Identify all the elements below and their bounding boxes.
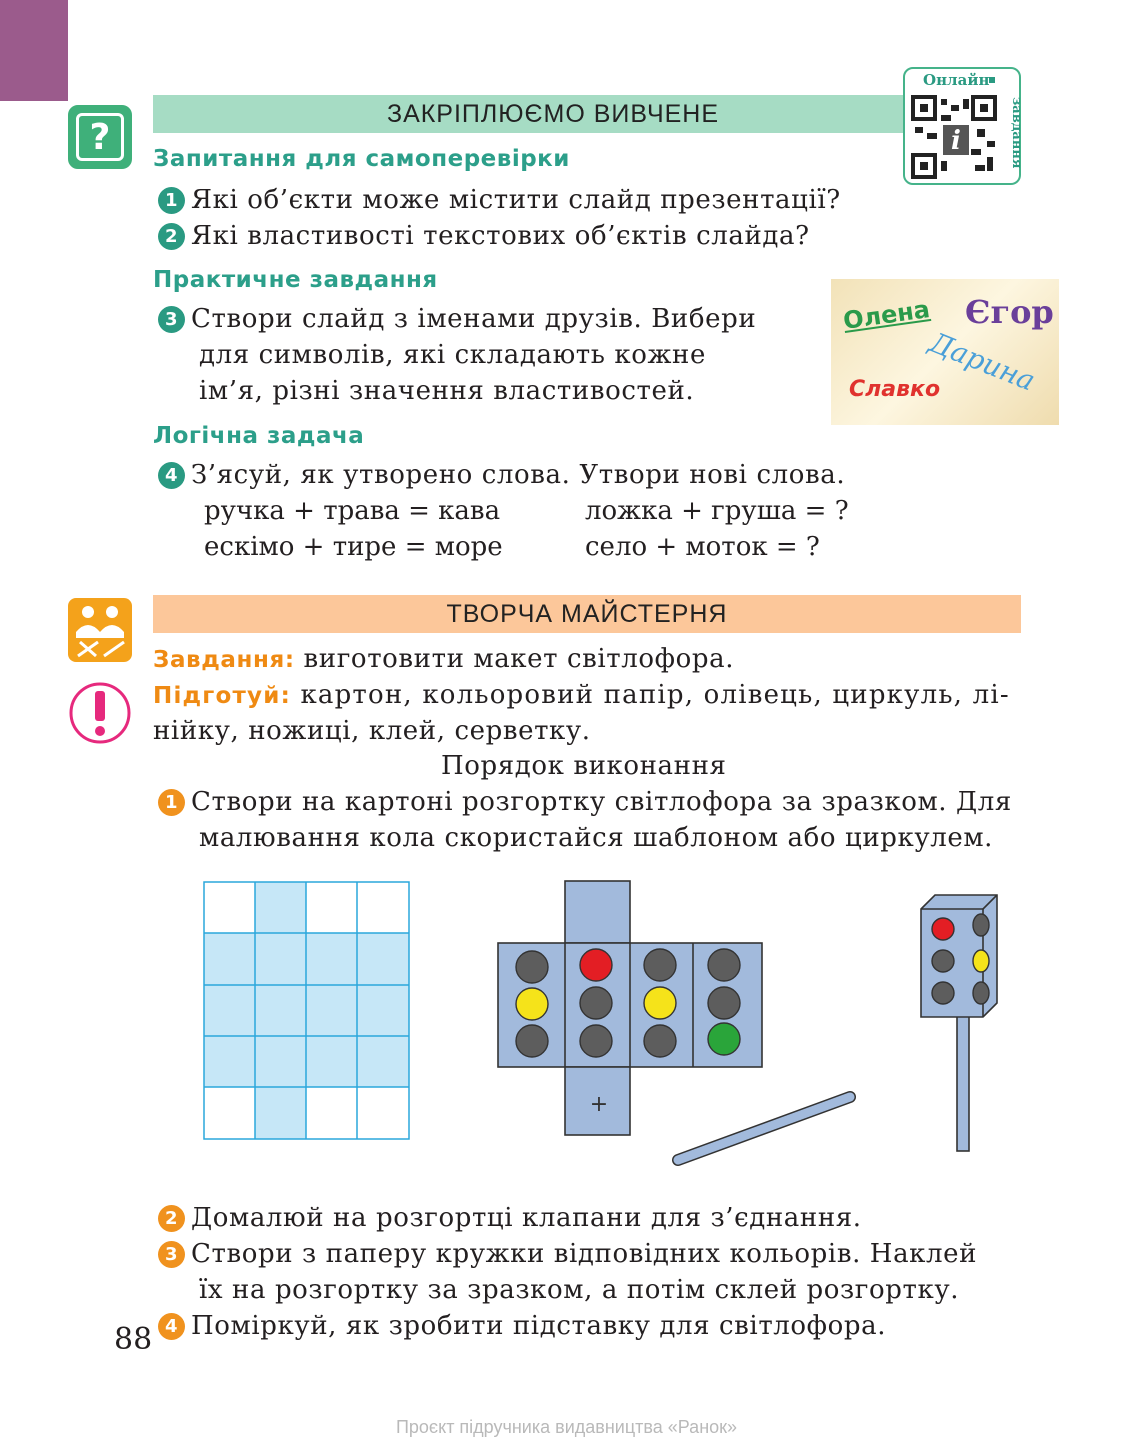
- step-1-line-2: малювання кола скористайся шаблоном або циркулем.: [199, 823, 994, 853]
- equation-2: ложка + груша = ?: [585, 496, 849, 526]
- step-3-line-2: їх на розгортку за зразком, а потім склей розгортку.: [199, 1275, 960, 1305]
- name-yehor: Єгор: [965, 293, 1054, 331]
- stick: [678, 1097, 850, 1160]
- workshop-icon: [68, 598, 132, 662]
- number-badge: 2: [158, 1205, 185, 1232]
- step-2: [158, 1200, 862, 1236]
- question-2: [158, 218, 810, 254]
- step-1-line-1: [158, 784, 1012, 820]
- prepare-text: картон, кольоровий папір, олівець, циркуль, лі-: [300, 680, 1010, 710]
- equation-4: село + моток = ?: [585, 532, 820, 562]
- prepare-line-1: [153, 677, 1010, 714]
- dot: [989, 77, 995, 83]
- logic-line: [158, 457, 845, 493]
- equation-3: ескімо + тире = море: [204, 532, 503, 562]
- prepare-line-2: нійку, ножиці, клей, серветку.: [153, 716, 591, 746]
- online-label: Онлайн: [923, 71, 990, 89]
- prepare-label: Підготуй:: [153, 683, 291, 709]
- name-olena: Олена: [841, 295, 932, 335]
- number-badge: 4: [158, 462, 185, 489]
- svg-text:i: i: [951, 126, 961, 156]
- grid-template: [203, 881, 411, 1141]
- practice-line-1: [158, 301, 756, 337]
- practice-heading: Практичне завдання: [153, 267, 438, 293]
- name-daryna: Дарина: [924, 325, 1040, 398]
- online-tasks-label: завдання: [1009, 97, 1024, 169]
- question-icon: ?: [68, 105, 132, 169]
- practice-line-3: ім’я, різні значення властивостей.: [199, 376, 695, 406]
- plus-sign: +: [589, 1092, 609, 1117]
- number-badge: 3: [158, 1241, 185, 1268]
- task-label: Завдання:: [153, 647, 295, 673]
- step-4: [158, 1308, 886, 1344]
- question-1: [158, 182, 841, 218]
- question-2-text: Які властивості текстових об’єктів слайда?: [191, 221, 810, 251]
- online-tasks-block[interactable]: [903, 67, 1024, 185]
- procedure-title: Порядок виконання: [441, 751, 727, 781]
- practice-text: Створи слайд з іменами друзів. Вибери: [191, 304, 757, 334]
- question-1-text: Які об’єкти може містити слайд презентації?: [191, 185, 841, 215]
- practice-line-2: для символів, які складають кожне: [199, 340, 706, 370]
- corner-tab: [0, 0, 68, 101]
- number-badge: 1: [158, 187, 185, 214]
- name-slavko: Славко: [849, 377, 941, 402]
- qr-code-icon: [911, 95, 1001, 181]
- logic-text: З’ясуй, як утворено слова. Утвори нові слова.: [191, 460, 846, 490]
- logic-heading: Логічна задача: [153, 423, 365, 449]
- number-badge: 4: [158, 1313, 185, 1340]
- names-illustration: [831, 279, 1059, 425]
- equation-1: ручка + трава = кава: [204, 496, 501, 526]
- number-badge: 2: [158, 223, 185, 250]
- step-1-text: Створи на картоні розгортку світлофора за зразком. Для: [191, 787, 1012, 817]
- footer-note: Проєкт підручника видавництва «Ранок»: [395, 1417, 738, 1437]
- number-badge: 1: [158, 789, 185, 816]
- page-number: 88: [114, 1322, 153, 1357]
- step-3-text: Створи з паперу кружки відповідних кольорів. Наклей: [191, 1239, 978, 1269]
- number-badge: 3: [158, 306, 185, 333]
- task-line: [153, 641, 734, 678]
- section-banner-review: ЗАКРІПЛЮЄМО ВИВЧЕНЕ: [153, 95, 953, 133]
- exclamation-icon: [68, 681, 132, 745]
- task-text: виготовити макет світлофора.: [303, 644, 735, 674]
- assembled-traffic-light: [915, 891, 1005, 1157]
- step-3-line-1: [158, 1236, 977, 1272]
- self-check-heading: Запитання для самоперевірки: [153, 146, 570, 172]
- section-banner-workshop: ТВОРЧА МАЙСТЕРНЯ: [153, 595, 1021, 633]
- step-4-text: Поміркуй, як зробити підставку для світлофора.: [191, 1311, 887, 1341]
- traffic-light-net: [495, 879, 860, 1171]
- step-2-text: Домалюй на розгортці клапани для з’єднання.: [191, 1203, 862, 1233]
